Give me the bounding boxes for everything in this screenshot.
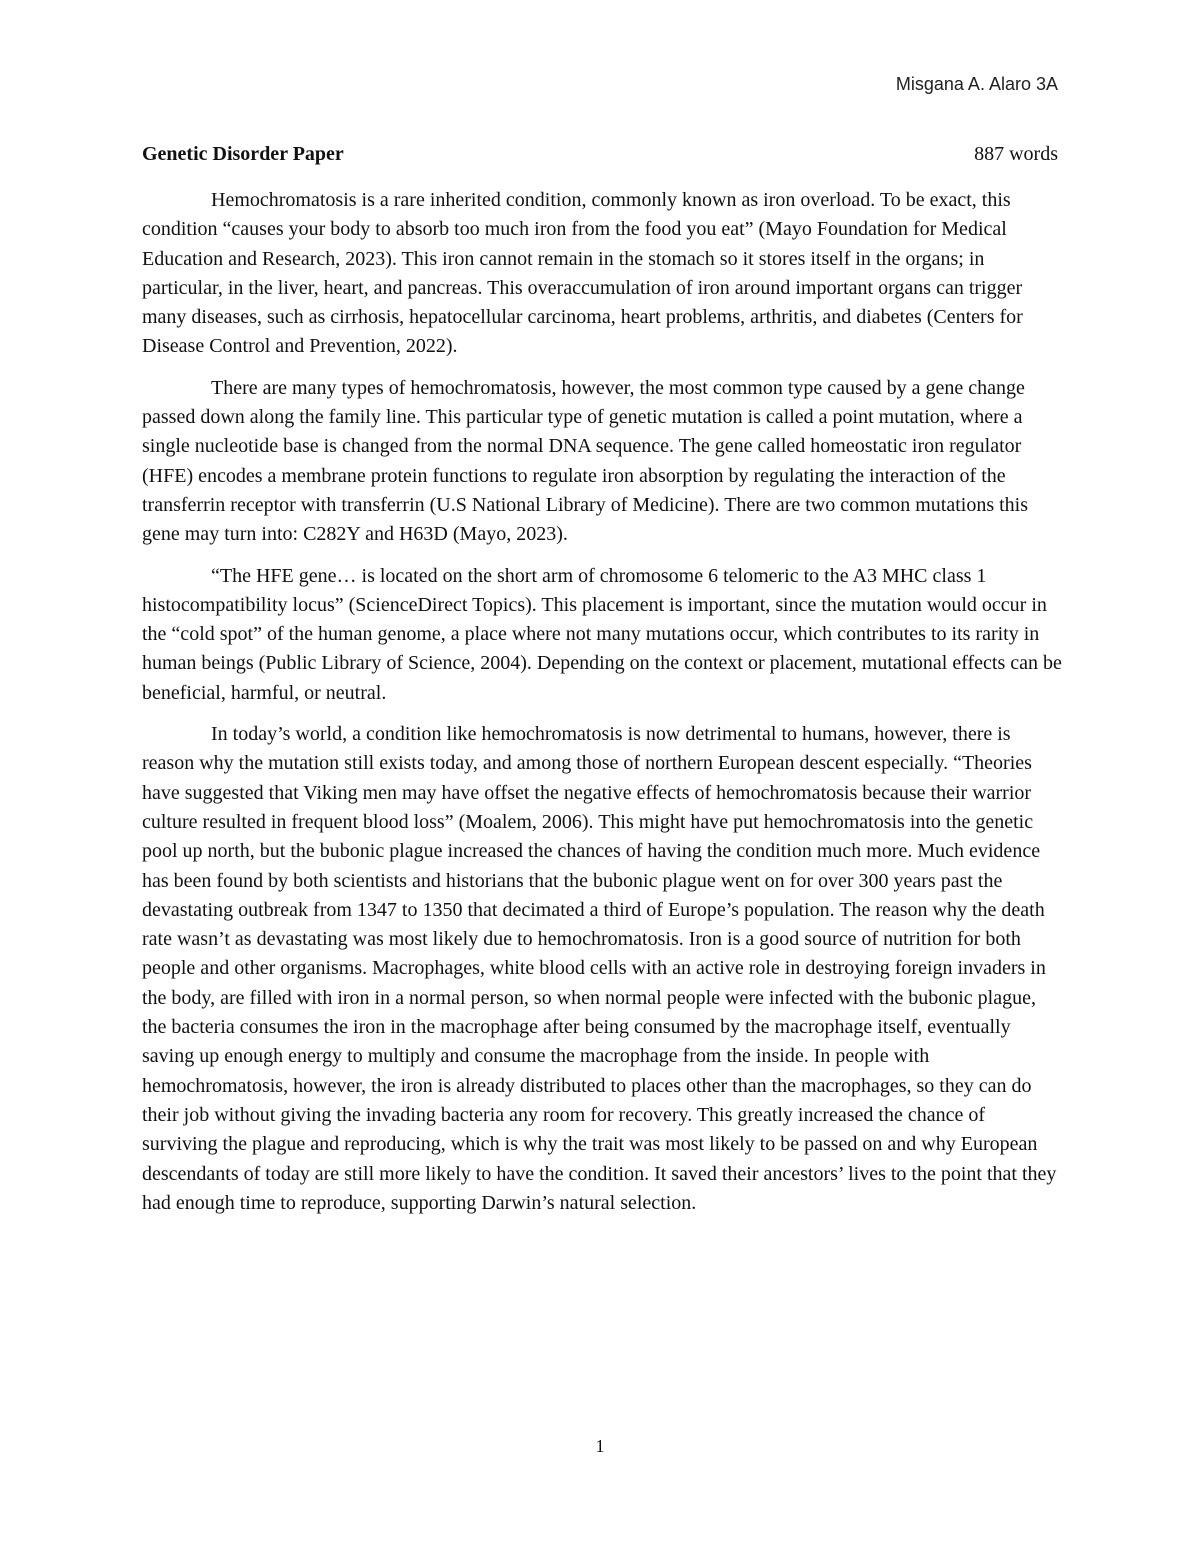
header-author: Misgana A. Alaro 3A bbox=[895, 74, 1058, 94]
document-title: Genetic Disorder Paper bbox=[142, 143, 344, 165]
title-row bbox=[142, 143, 1058, 173]
paragraph-2: There are many types of hemochromatosis, however, the most common type caused by a gene change passed down along the family line. This particular type of genetic mutation is called a point mutation, where a single nucleotide base is changed from the normal DNA sequence. The gene called homeostatic iron regulator (HFE) encodes a membrane protein functions to regulate iron absorption by regulating the interaction of the transferrin receptor with transferrin (U.S National Library of Medicine). There are two common mutations this gene may turn into: C282Y and H63D (Mayo, 2023). bbox=[142, 376, 1029, 546]
page-number: 1 bbox=[595, 1436, 605, 1456]
paragraph-4: In today’s world, a condition like hemochromatosis is now detrimental to humans, however, there is reason why the mutation still exists today, and among those of northern European descent especially. “Theories have suggested that Viking men may have offset the negative effects of hemochromatosis because their warrior culture resulted in frequent blood loss” (Moalem, 2006). This might have put hemochromatosis into the genetic pool up north, but the bubonic plague increased the chances of having the condition much more. Much evidence has been found by both scientists and historians that the bubonic plague went on for over 300 years past the devastating outbreak from 1347 to 1350 that decimated a third of Europe’s population. The reason why the death rate wasn’t as devastating was most likely due to hemochromatosis. Iron is a good source of nutrition for both people and other organisms. Macrophages, white blood cells with an active role in destroying foreign invaders in the body, are filled with iron in a normal person, so when normal people were infected with the bubonic plague, the bacteria consumes the iron in the macrophage after being consumed by the macrophage itself, eventually saving up enough energy to multiply and consume the macrophage from the inside. In people with hemochromatosis, however, the iron is already distributed to places other than the macrophages, so they can do their job without giving the invading bacteria any room for recovery. This greatly increased the chance of surviving the plague and reproducing, which is why the trait was most likely to be passed on and why European descendants of today are still more likely to have the condition. It saved their ancestors’ lives to the point that they had enough time to reproduce, supporting Darwin’s natural selection. bbox=[142, 723, 1057, 1214]
paragraph-1: Hemochromatosis is a rare inherited condition, commonly known as iron overload. To be exact, this condition “causes your body to absorb too much iron from the food you eat” (Mayo Foundation for Medical Education and Research, 2023). This iron cannot remain in the stomach so it stores itself in the organs; in particular, in the liver, heart, and pancreas. This overaccumulation of iron around important organs can trigger many diseases, such as cirrhosis, hepatocellular carcinoma, heart problems, arthritis, and diabetes (Centers for Disease Control and Prevention, 2022). bbox=[142, 189, 1023, 358]
paragraph-3: “The HFE gene… is located on the short arm of chromosome 6 telomeric to the A3 MHC class 1 histocompatibility locus” (ScienceDirect Topics). This placement is important, since the mutation would occur in the “cold spot” of the human genome, a place where not many mutations occur, which contributes to its rarity in human beings (Public Library of Science, 2004). Depending on the context or placement, mutational effects can be beneficial, harmful, or neutral. bbox=[142, 564, 1062, 704]
word-count: 887 words bbox=[974, 143, 1058, 165]
document-body bbox=[142, 186, 1062, 1230]
